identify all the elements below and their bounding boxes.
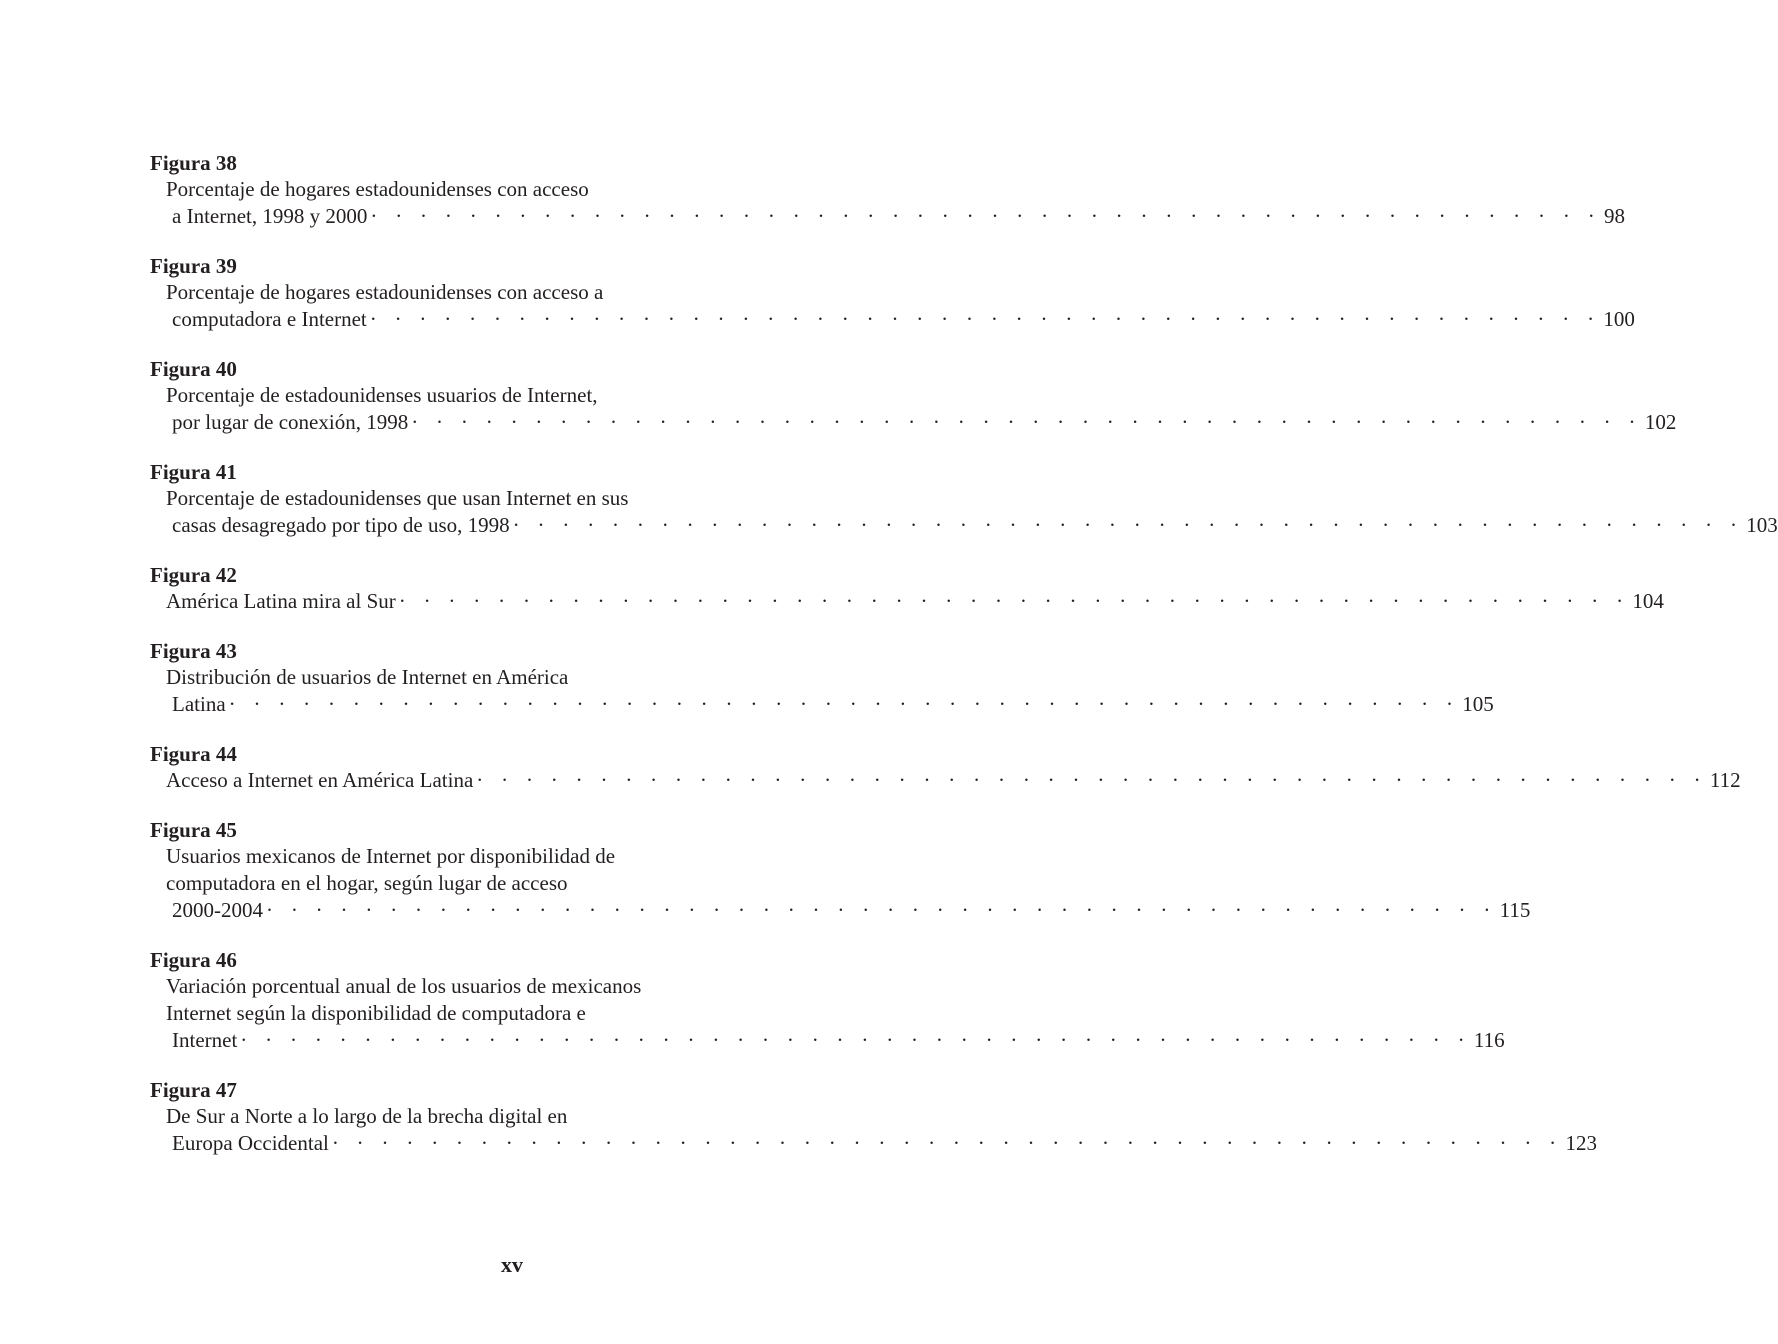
- toc-entry: [150, 1077, 1597, 1157]
- figure-title-text: 2000-2004: [172, 898, 263, 922]
- figure-label: Figura 45: [150, 818, 237, 842]
- figure-title-line: Porcentaje de hogares estadounidenses con acceso a: [166, 280, 604, 304]
- page-ref: 102: [1644, 410, 1677, 434]
- figure-title-last-line: [150, 1130, 1597, 1157]
- dot-leader: · · · · · · · · · · · · · · · · · · · · · · · · · · · · · · · · · · · · · · · · · · · · · · · · · ·: [411, 410, 1642, 434]
- figure-title-text: Latina: [172, 692, 226, 716]
- figure-label: Figura 39: [150, 254, 237, 278]
- figure-title-text: a Internet, 1998 y 2000: [172, 204, 368, 228]
- page-ref: 98: [1603, 204, 1625, 228]
- figure-title-text: por lugar de conexión, 1998: [172, 410, 409, 434]
- figure-title-last-line: [150, 767, 1741, 794]
- figure-title-last-line: [150, 1027, 1505, 1054]
- page-ref: 116: [1473, 1028, 1505, 1052]
- figure-label: Figura 44: [150, 742, 237, 766]
- page-number: xv: [501, 1252, 523, 1277]
- figure-label: Figura 42: [150, 563, 237, 587]
- figure-title-text: Internet: [172, 1028, 238, 1052]
- figure-title-line: Usuarios mexicanos de Internet por disponibilidad de: [166, 844, 616, 868]
- figure-title-last-line: [150, 409, 1677, 436]
- figure-title-text: casas desagregado por tipo de uso, 1998: [172, 513, 510, 537]
- figure-title-line: Variación porcentual anual de los usuarios de mexicanos: [166, 974, 642, 998]
- page-ref: 123: [1565, 1131, 1597, 1155]
- figure-title-text: Acceso a Internet en América Latina: [166, 768, 474, 792]
- toc-entry: [150, 817, 1531, 924]
- dot-leader: · · · · · · · · · · · · · · · · · · · · · · · · · · · · · · · · · · · · · · · · · · · · · · · · · ·: [266, 898, 1497, 922]
- figure-title-line: De Sur a Norte a lo largo de la brecha digital en: [166, 1104, 568, 1128]
- page-ref: 104: [1632, 589, 1664, 613]
- dot-leader: · · · · · · · · · · · · · · · · · · · · · · · · · · · · · · · · · · · · · · · · · · · · · · · · · ·: [228, 692, 1460, 716]
- figure-title-line: Porcentaje de estadounidenses usuarios de Internet,: [166, 383, 598, 407]
- toc-entry: [150, 741, 1741, 794]
- dot-leader: · · · · · · · · · · · · · · · · · · · · · · · · · · · · · · · · · · · · · · · · · · · · · · · · · ·: [369, 307, 1601, 331]
- figure-title-last-line: [150, 512, 1778, 539]
- toc-entry: [150, 253, 1635, 333]
- page-ref: 112: [1709, 768, 1741, 792]
- figure-title-text: Europa Occidental: [172, 1131, 329, 1155]
- figure-label: Figura 40: [150, 357, 237, 381]
- figure-title-text: América Latina mira al Sur: [166, 589, 396, 613]
- figure-title-line: Porcentaje de estadounidenses que usan Internet en sus: [166, 486, 629, 510]
- dot-leader: · · · · · · · · · · · · · · · · · · · · · · · · · · · · · · · · · · · · · · · · · · · · · · · · · ·: [370, 204, 1601, 228]
- dot-leader: · · · · · · · · · · · · · · · · · · · · · · · · · · · · · · · · · · · · · · · · · · · · · · · · · ·: [240, 1028, 1471, 1052]
- figure-label: Figura 47: [150, 1078, 237, 1102]
- dot-leader: · · · · · · · · · · · · · · · · · · · · · · · · · · · · · · · · · · · · · · · · · · · · · · · · · ·: [331, 1131, 1563, 1155]
- figure-title-line: Porcentaje de hogares estadounidenses con acceso: [166, 177, 589, 201]
- toc-entry: [150, 356, 1677, 436]
- page-ref: 100: [1603, 307, 1635, 331]
- page-ref: 115: [1499, 898, 1531, 922]
- figure-title-last-line: [150, 306, 1635, 333]
- figure-title-line: computadora en el hogar, según lugar de acceso: [166, 871, 568, 895]
- dot-leader: · · · · · · · · · · · · · · · · · · · · · · · · · · · · · · · · · · · · · · · · · · · · · · · · · ·: [398, 589, 1630, 613]
- figure-title-line: Distribución de usuarios de Internet en América: [166, 665, 569, 689]
- toc-entry: [150, 459, 1778, 539]
- figure-list: [150, 150, 1778, 1180]
- dot-leader: · · · · · · · · · · · · · · · · · · · · · · · · · · · · · · · · · · · · · · · · · · · · · · · · · ·: [512, 513, 1744, 537]
- figure-title-last-line: [150, 588, 1664, 615]
- figure-title-last-line: [150, 691, 1494, 718]
- dot-leader: · · · · · · · · · · · · · · · · · · · · · · · · · · · · · · · · · · · · · · · · · · · · · · · · · ·: [476, 768, 1707, 792]
- page-ref: 105: [1462, 692, 1494, 716]
- figure-title-text: computadora e Internet: [172, 307, 367, 331]
- toc-entry: [150, 947, 1505, 1054]
- figure-label: Figura 38: [150, 151, 237, 175]
- figure-label: Figura 43: [150, 639, 237, 663]
- figure-title-line: Internet según la disponibilidad de computadora e: [166, 1001, 586, 1025]
- figure-title-last-line: [150, 897, 1531, 924]
- figure-label: Figura 46: [150, 948, 237, 972]
- figure-label: Figura 41: [150, 460, 237, 484]
- toc-entry: [150, 638, 1494, 718]
- figure-title-last-line: [150, 203, 1625, 230]
- page-ref: 103: [1746, 513, 1778, 537]
- toc-entry: [150, 562, 1664, 615]
- toc-entry: [150, 150, 1625, 230]
